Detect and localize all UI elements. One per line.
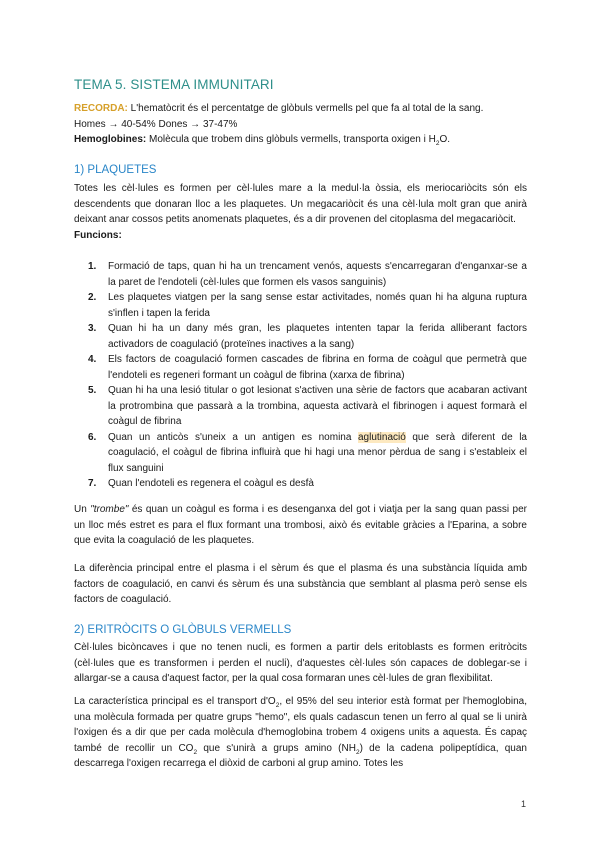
text: ) de la cadena polipeptídica, quan descarrega l'oxigen recarrega el diòxid de carboni al grup amino. Totes les: [74, 742, 527, 769]
list-item: [74, 383, 527, 430]
list-number: 2.: [88, 292, 97, 303]
trombe-prefix: Un: [74, 504, 91, 515]
list-number: 6.: [88, 431, 97, 443]
recorda-label: RECORDA:: [74, 103, 128, 114]
funcions-list: [74, 259, 527, 492]
section-heading-eritrocits: 2) ERITRÒCITS O GLÒBULS VERMELLS: [74, 624, 292, 636]
list-number: 1.: [88, 261, 97, 272]
page-number: 1: [521, 799, 527, 809]
list-text: que serà diferent de la coagulació, el coàgul de fibrina influirà que hi hagi una menor pèrdua de sang i s'estableix el flux sanguini: [108, 431, 527, 474]
hemoglobines-line: [74, 132, 527, 148]
recorda-text: L'hematòcrit és el percentatge de glòbuls vermells pel que fa al total de la sang.: [127, 103, 484, 114]
list-number: 3.: [88, 323, 97, 334]
funcions-label: Funcions:: [74, 229, 122, 241]
eritrocits-paragraph: [74, 694, 527, 772]
list-item: [74, 430, 527, 477]
list-text: Formació de taps, quan hi ha un trencament venós, aquests s'encarregaran d'enganxar-se a la paret de l'endoteli (cèl·lules que formen els vasos sanguinis): [108, 261, 527, 288]
text: La característica principal es el transport d'O: [74, 696, 276, 707]
eritrocits-intro: Cèl·lules bicòncaves i que no tenen nucli, es formen a partir dels eritoblasts es formen eritròcits (cèl·lules que es transformen i perden el nucli), d'aquestes cèl·lules són capaces de doblegar-se i allargar-se a causa d'aquest factor, per la qual cosa formaran unes cèl·lules de gran flexibilitat.: [74, 642, 527, 684]
plasma-paragraph: La diferència principal entre el plasma i el sèrum és que el plasma és una substància líquida amb factors de coagulació, en canvi és sèrum és una substància que semblant al plasma però sense els factors de coagulació.: [74, 563, 527, 605]
recorda-block: [74, 101, 527, 148]
subscript: 2: [355, 748, 360, 756]
list-number: 7.: [88, 478, 97, 489]
list-item: [74, 290, 527, 321]
page-title: TEMA 5. SISTEMA IMMUNITARI: [74, 77, 274, 92]
list-number: 4.: [88, 354, 97, 365]
list-item: [74, 476, 527, 492]
recorda-line: [74, 101, 527, 117]
subscript: 2: [275, 702, 280, 709]
list-text: Els factors de coagulació formen cascades de fibrina en forma de coàgul que permetrà que l'endoteli es regeneri formant un coàgul de fibrina (xarxa de fibrina): [108, 354, 527, 381]
text: , el 95% del seu interior està format per l'hemoglobina, una molècula formada per quatre grups "hemo", els quals cadascun tenen un ferro al qual se li unirà l'oxigen és a dir que per cada molècula d'hemoglobina trobem 4 oxigens units a aquesta. És capaç també de recollir un CO: [74, 696, 527, 754]
subscript: 2: [435, 140, 440, 147]
list-text: Quan hi ha una lesió titular o got lesionat s'activen una sèrie de factors que acabaran activant la protrombina que passarà a la trombina, aquesta activarà el fibrinogen i aquest formarà el coàgul de fibrina: [108, 385, 527, 427]
list-item: [74, 321, 527, 352]
list-text: Quan l'endoteli es regenera el coàgul es desfà: [108, 478, 314, 489]
hemoglobines-text: Molècula que trobem dins glòbuls vermells, transporta oxigen i H: [146, 134, 436, 145]
trombe-paragraph: [74, 502, 527, 549]
list-item: [74, 352, 527, 383]
list-text: Quan un anticòs s'uneix a un antigen es nomina: [108, 431, 358, 443]
text: que s'unirà a grups amino (NH: [197, 742, 356, 754]
trombe-text: és quan un coàgul es forma i es desenganxa del got i viatja per la sang quan passi per un lloc més estret es para el flux formant una trombosi, això és evitable gràcies a l'Eparina, a sobre que evita la coagulació de les plaquetes.: [74, 504, 527, 546]
trombe-word: "trombe": [90, 504, 129, 515]
list-item: [74, 259, 527, 290]
list-text: Quan hi ha un dany més gran, les plaquetes intenten tapar la ferida alliberant factors activadors de coagulació (proteïnes inactives a la sang): [108, 323, 527, 350]
hemoglobines-label: Hemoglobines:: [74, 134, 147, 145]
subscript: 2: [193, 748, 198, 756]
list-number: 5.: [88, 385, 97, 396]
section-heading-plaquetes: 1) PLAQUETES: [74, 164, 157, 176]
plaquetes-intro-text: Totes les cèl·lules es formen per cèl·lules mare a la medul·la òssia, els meriocariòcits són els descendents que donaran lloc a les plaquetes. Un megacariòcit és una cèl·lula molt gran que anirà deixant anar cossos petits anomenats plaquetes, és a dir provenen del citoplasma del megacariòcit.: [74, 183, 527, 225]
hemoglobines-end: O.: [439, 134, 451, 145]
list-text: Les plaquetes viatgen per la sang sense estar activitades, només quan hi ha alguna ruptura s'inflen i tapen la ferida: [108, 292, 527, 319]
plaquetes-intro: [74, 181, 527, 243]
highlighted-term: aglutinació: [357, 431, 406, 443]
hematocrit-values: Homes → 40-54% Dones → 37-47%: [74, 118, 238, 130]
